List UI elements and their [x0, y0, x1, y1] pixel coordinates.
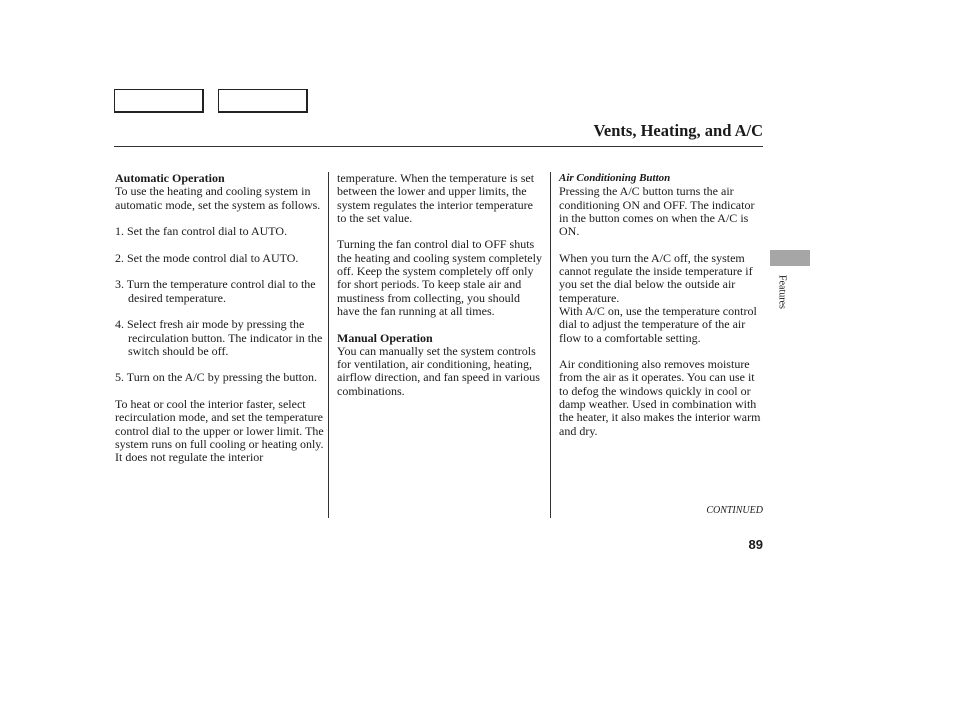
column-2: [337, 172, 545, 398]
paragraph: Air conditioning also removes moisture from the air as it operates. You can use it to defog the windows quickly in cool or damp weather. Used in combination with the heater, it also makes the interior warm and dry.: [559, 357, 761, 438]
nav-button-2[interactable]: [218, 89, 308, 113]
page-title: Vents, Heating, and A/C: [593, 121, 763, 140]
paragraph: Pressing the A/C button turns the air conditioning ON and OFF. The indicator in the button comes on when the A/C is ON.: [559, 184, 755, 239]
section-heading-manual: Manual Operation: [337, 330, 433, 345]
column-divider: [550, 172, 551, 518]
list-item: 3. Turn the temperature control dial to the desired temperature.: [115, 277, 316, 305]
continued-label: CONTINUED: [706, 505, 763, 516]
column-divider: [328, 172, 329, 518]
column-3: [559, 172, 764, 438]
section-tab: [770, 250, 810, 266]
section-heading-ac-button: Air Conditioning Button: [559, 172, 671, 184]
list-item: 2. Set the mode control dial to AUTO.: [115, 250, 299, 265]
section-side-label: Features: [776, 275, 788, 309]
paragraph: temperature. When the temperature is set between the lower and upper limits, the system regulates the interior temperature to the set value.: [337, 171, 535, 225]
column-1: [115, 172, 325, 465]
section-heading-automatic: Automatic Operation: [115, 171, 225, 185]
page-number: 89: [748, 537, 763, 552]
paragraph: When you turn the A/C off, the system cannot regulate the inside temperature if you set the dial below the outside air temperature.: [559, 250, 753, 305]
list-item: 5. Turn on the A/C by pressing the button.: [115, 370, 318, 385]
list-item: 1. Set the fan control dial to AUTO.: [115, 224, 288, 239]
paragraph: With A/C on, use the temperature control dial to adjust the temperature of the air flow to a comfortable setting.: [559, 303, 757, 345]
paragraph: Turning the fan control dial to OFF shuts the heating and cooling system completely off. Keep the system completely off only for short periods. To keep stale air and mustiness from collecting, you should have the fan running at all times.: [337, 237, 542, 318]
paragraph: You can manually set the system controls for ventilation, air conditioning, heating, airflow direction, and fan speed in various combinations.: [337, 343, 540, 398]
nav-button-1[interactable]: [114, 89, 204, 113]
paragraph: To heat or cool the interior faster, select recirculation mode, and set the temperature control dial to the upper or lower limit. The system runs on full cooling or heating only. It does not regulate the interior: [115, 397, 324, 465]
paragraph: To use the heating and cooling system in automatic mode, set the system as follows.: [115, 184, 321, 212]
list-item: 4. Select fresh air mode by pressing the recirculation button. The indicator in the switch should be off.: [115, 317, 323, 358]
title-rule: [114, 146, 763, 147]
